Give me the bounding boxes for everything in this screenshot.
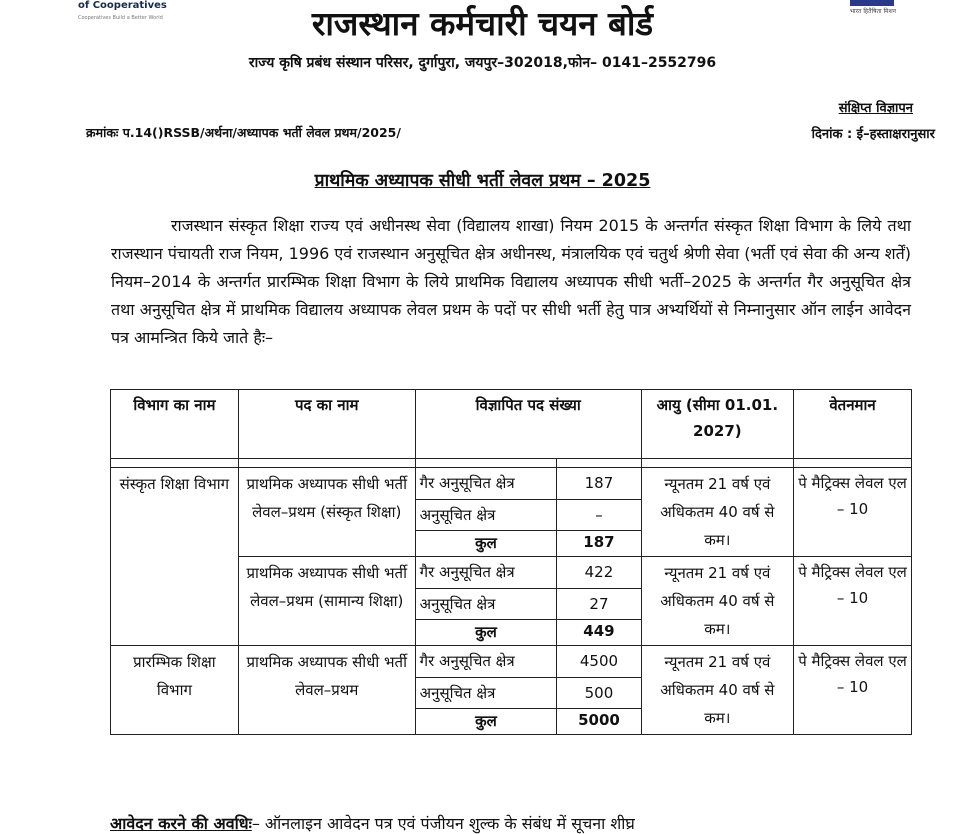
header-age: आयु (सीमा 01.01. 2027) xyxy=(641,390,793,459)
header-post: पद का नाम xyxy=(238,390,415,459)
application-period-text: – ऑनलाइन आवेदन पत्र एवं पंजीयन शुल्क के संबंध में सूचना शीघ्र xyxy=(251,814,635,833)
recruitment-heading: प्राथमिक अध्यापक सीधी भर्ती लेवल प्रथम – 2025 xyxy=(314,171,651,191)
age-cell: न्यूनतम 21 वर्ष एवं अधिकतम 40 वर्ष से कम। xyxy=(641,557,793,646)
total-value: 449 xyxy=(557,620,641,646)
header-pay: वेतनमान xyxy=(794,390,912,459)
board-address: राज्य कृषि प्रबंध संस्थान परिसर, दुर्गापुरा, जयपुर–302018,फोन– 0141–2552796 xyxy=(248,55,717,71)
category-cell: गैर अनुसूचित क्षेत्र xyxy=(415,646,557,678)
notice-date: दिनांक : ई–हस्ताक्षरानुसार xyxy=(811,127,935,142)
total-value: 5000 xyxy=(557,709,641,735)
logo-right-tagline: भारत हितैषिता मिशन xyxy=(849,8,896,15)
total-label: कुल xyxy=(415,531,557,557)
count-cell: 27 xyxy=(557,588,641,620)
count-cell: 187 xyxy=(557,468,641,500)
age-cell: न्यूनतम 21 वर्ष एवं अधिकतम 40 वर्ष से कम। xyxy=(641,646,793,735)
pay-cell: पे मैट्रिक्स लेवल एल – 10 xyxy=(794,557,912,646)
application-period-label: आवेदन करने की अवधिः xyxy=(110,814,252,833)
dept-cell: प्रारम्भिक शिक्षा विभाग xyxy=(111,646,239,735)
count-cell: – xyxy=(557,499,641,531)
header-count: विज्ञापित पद संख्या xyxy=(415,390,641,459)
table-header-row xyxy=(111,390,912,459)
table-row xyxy=(111,646,912,678)
total-label: कुल xyxy=(415,620,557,646)
age-cell: न्यूनतम 21 वर्ष एवं अधिकतम 40 वर्ष से कम। xyxy=(641,468,793,557)
logo-left-tagline: Cooperatives Build a Better World xyxy=(78,15,163,21)
count-cell: 422 xyxy=(557,557,641,589)
table-row xyxy=(111,468,912,500)
dept-cell: संस्कृत शिक्षा विभाग xyxy=(111,468,239,646)
notice-label: संक्षिप्त विज्ञापन xyxy=(838,101,913,116)
pay-cell: पे मैट्रिक्स लेवल एल – 10 xyxy=(794,468,912,557)
total-value: 187 xyxy=(557,531,641,557)
logo-left-text: of Cooperatives xyxy=(78,0,167,11)
count-cell: 4500 xyxy=(557,646,641,678)
category-cell: अनुसूचित क्षेत्र xyxy=(415,588,557,620)
category-cell: गैर अनुसूचित क्षेत्र xyxy=(415,468,557,500)
application-period xyxy=(110,812,920,834)
total-label: कुल xyxy=(415,709,557,735)
post-cell: प्राथमिक अध्यापक सीधी भर्ती लेवल–प्रथम (संस्कृत शिक्षा) xyxy=(238,468,415,557)
category-cell: अनुसूचित क्षेत्र xyxy=(415,499,557,531)
post-cell: प्राथमिक अध्यापक सीधी भर्ती लेवल–प्रथम xyxy=(238,646,415,735)
category-cell: गैर अनुसूचित क्षेत्र xyxy=(415,557,557,589)
posts-table xyxy=(110,389,912,735)
board-title: राजस्थान कर्मचारी चयन बोर्ड xyxy=(311,4,654,43)
pay-cell: पे मैट्रिक्स लेवल एल – 10 xyxy=(794,646,912,735)
intro-paragraph: राजस्थान संस्कृत शिक्षा राज्य एवं अधीनस्थ सेवा (विद्यालय शाखा) नियम 2015 के अन्तर्गत संस्कृत शिक्षा विभाग के लिये तथा राजस्थान पंचायती राज नियम, 1996 एवं राजस्थान अनुसूचित क्षेत्र अधीनस्थ, मंत्रालयिक एवं चतुर्थ श्रेणी सेवा (भर्ती एवं सेवा की अन्य शर्तें) नियम–2014 के अन्तर्गत प्रारम्भिक शिक्षा विभाग के लिये प्राथमिक विद्यालय अध्यापक सीधी भर्ती–2025 के अन्तर्गत गैर अनुसूचित क्षेत्र तथा अनुसूचित क्षेत्र में प्राथमिक विद्यालय अध्यापक लेवल प्रथम के पदों पर सीधी भर्ती हेतु पात्र अभ्यर्थियों से निम्नानुसार ऑन लाईन आवेदन पत्र आमन्त्रित किये जाते हैः– xyxy=(111,216,911,347)
count-cell: 500 xyxy=(557,677,641,709)
post-cell: प्राथमिक अध्यापक सीधी भर्ती लेवल–प्रथम (सामान्य शिक्षा) xyxy=(238,557,415,646)
category-cell: अनुसूचित क्षेत्र xyxy=(415,677,557,709)
header-dept: विभाग का नाम xyxy=(111,390,239,459)
reference-number: क्रमांकः प.14()RSSB/अर्थना/अध्यापक भर्ती लेवल प्रथम/2025/ xyxy=(86,125,401,140)
